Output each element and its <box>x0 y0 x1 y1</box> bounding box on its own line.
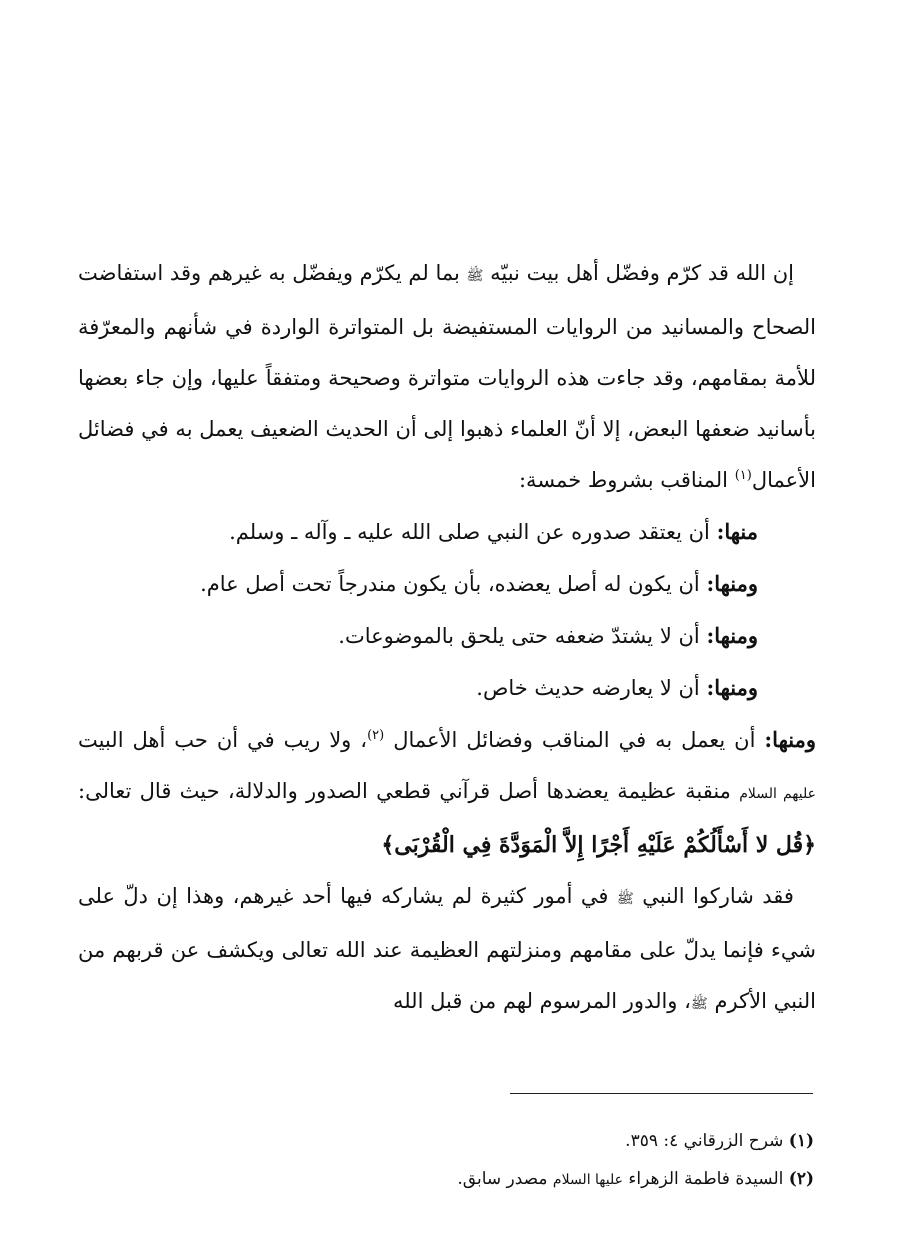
honorific-salutation: عليهم السلام <box>739 786 816 802</box>
paragraph-3-part-2: في أمور كثيرة لم يشاركه فيها أحد غيرهم، وهذا إن دلّ على شيء فإنما يدلّ على مقامهم ومنزلتهم العظيمة عند الله تعالى ويكشف عن قربهم من النبي الأكرم <box>78 884 816 1013</box>
condition-lead: ومنها: <box>706 571 758 596</box>
condition-text: أن يعتقد صدوره عن النبي صلى الله عليه ـ وآله ـ وسلم. <box>229 520 710 544</box>
footnote-tail: مصدر سابق. <box>457 1169 548 1189</box>
paragraph-3-part-1: فقد شاركوا النبي <box>642 884 794 908</box>
footnote-text: شرح الزرقاني ٤: ٣٥٩. <box>625 1131 784 1151</box>
paragraph-1-part-3: المناقب بشروط خمسة: <box>518 468 729 492</box>
condition-item <box>78 506 816 558</box>
footnote-text: السيدة فاطمة الزهراء <box>628 1169 784 1189</box>
paragraph-3 <box>78 871 816 1030</box>
condition-lead: ومنها: <box>706 623 758 648</box>
honorific-salutation: ﷺ <box>466 268 484 284</box>
paragraph-2-lead: ومنها: <box>764 727 816 752</box>
condition-text: أن لا يشتدّ ضعفه حتى يلحق بالموضوعات. <box>338 624 700 648</box>
condition-text: أن لا يعارضه حديث خاص. <box>476 676 700 700</box>
condition-item <box>78 662 816 714</box>
paragraph-1-part-1: إن الله قد كرّم وفضّل أهل بيت نبيّه <box>490 261 794 285</box>
condition-item <box>78 558 816 610</box>
paragraph-1-part-2: بما لم يكرّم ويفضّل به غيرهم وقد استفاضت الصحاح والمسانيد من الروايات المستفيضة بل المتواترة الواردة في شأنهم والمعرّفة للأمة بمقامهم، وقد جاءت هذه الروايات متواترة وصحيحة ومتفقاً عليها، وإن جاء بعضها بأسانيد ضعفها البعض، إلا أنّ العلماء ذهبوا إلى أن الحديث الضعيف يعمل به في فضائل الأعمال <box>78 261 816 492</box>
condition-lead: ومنها: <box>706 675 758 700</box>
honorific-salutation: ﷺ <box>690 996 708 1012</box>
quran-verse: ﴿قُل لا أَسْأَلُكُمْ عَلَيْهِ أَجْرًا إِلاَّ الْمَوَدَّةَ فِي الْقُرْبَى﴾ <box>381 832 816 858</box>
paragraph-1 <box>78 248 816 506</box>
footnote-reference-1: (١) <box>734 468 752 483</box>
condition-lead: منها: <box>716 519 758 544</box>
footnote-reference-2: (٢) <box>367 728 385 743</box>
paragraph-2-part-3: منقبة عظيمة يعضدها أصل قرآني قطعي الصدور والدلالة، حيث قال تعالى: <box>78 779 731 803</box>
paragraph-2-part-2: ، ولا ريب في أن حب أهل البيت <box>78 728 368 752</box>
condition-text: أن يكون له أصل يعضده، بأن يكون مندرجاً تحت أصل عام. <box>200 572 700 596</box>
footnote-1 <box>300 1122 814 1160</box>
footnote-2 <box>300 1160 814 1199</box>
footnote-number: (٢) <box>788 1169 814 1189</box>
footnote-number: (١) <box>788 1131 814 1151</box>
footnote-separator <box>510 1093 813 1094</box>
honorific-salutation: عليها السلام <box>552 1172 623 1188</box>
paragraph-2 <box>78 714 816 871</box>
paragraph-3-part-3: ، والدور المرسوم لهم من قبل الله <box>392 989 691 1013</box>
footnotes <box>300 1122 814 1199</box>
honorific-salutation: ﷺ <box>616 891 634 907</box>
body-text <box>78 248 816 1030</box>
paragraph-2-part-1: أن يعمل به في المناقب وفضائل الأعمال <box>393 728 756 752</box>
condition-item <box>78 610 816 662</box>
